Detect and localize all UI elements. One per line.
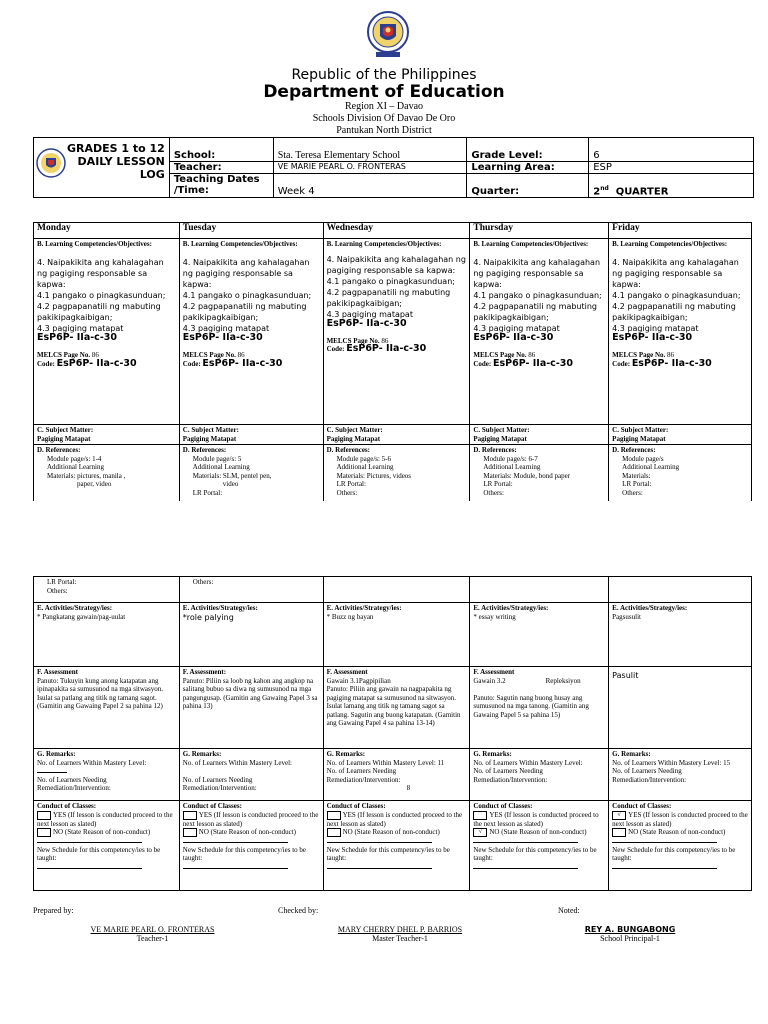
carry-cell-monday: LR Portal: Others: — [34, 577, 180, 603]
prepared-by-label: Prepared by: — [33, 906, 74, 915]
assessment-cell-friday: Pasulit — [609, 667, 752, 749]
prepared-signature: VE MARIE PEARL O. FRONTERAS Teacher-1 — [90, 925, 215, 943]
no-checkbox[interactable] — [37, 828, 51, 837]
no-checkbox[interactable] — [327, 828, 341, 837]
quarter-label: Quarter: — [467, 174, 589, 198]
teacher-value: VE MARIE PEARL O. FRONTERAS — [273, 162, 467, 174]
remarks-cell-thursday: G. Remarks: No. of Learners Within Mastery Level: No. of Learners Needing Remediation/Intervention: — [470, 749, 609, 801]
checked-signature: MARY CHERRY DHEL P. BARRIOS Master Teacher-1 — [337, 925, 463, 943]
remarks-cell-friday: G. Remarks: No. of Learners Within Mastery Level: 15 No. of Learners Needing Remediation/Intervention: — [609, 749, 752, 801]
conduct-cell-thursday: Conduct of Classes: YES (If lesson is conducted proceed to the next lesson as slated) √ NO (State Reason of non-conduct) New Schedule for this competency/ies to be taught: — [470, 801, 609, 891]
dll-info-table — [33, 137, 754, 198]
carry-cell-friday — [609, 577, 752, 603]
yes-checkbox[interactable] — [327, 811, 341, 820]
objectives-cell-monday: B. Learning Competencies/Objectives: 4. Naipakikita ang kahalagahan ng pagiging responsable sa kapwa: 4.1 pangako o pinagkasunduan; 4.2 pagpapanatili ng mabuting pakikipagkaibigan; 4.3 pagiging matapat EsP6P- IIa-c-30 MELCS Page No. 86 Code: EsP6P- IIa-c-30 — [34, 239, 180, 425]
subject-cell-thursday: C. Subject Matter: Pagiging Matapat — [470, 425, 609, 445]
deped-seal-icon — [366, 8, 410, 60]
references-cell-tuesday: D. References: Module page/s: 5 Additional Learning Materials: SLM, pentel pen, video LR Portal: — [179, 445, 323, 501]
dll-title-2: DAILY LESSON — [77, 155, 165, 168]
dll-title-3: LOG — [139, 168, 165, 181]
conduct-cell-tuesday: Conduct of Classes: YES (If lesson is conducted proceed to the next lesson as slated) NO (State Reason of non-conduct) New Schedule for this competency/ies to be taught: — [179, 801, 323, 891]
dll-main-table — [33, 222, 752, 501]
dll-title-1: GRADES 1 to 12 — [66, 142, 165, 155]
objectives-cell-tuesday: B. Learning Competencies/Objectives: 4. Naipakikita ang kahalagahan ng pagiging responsable sa kapwa: 4.1 pangako o pinagkasunduan; 4.2 pagpapanatili ng mabuting pakikipagkaibigan; 4.3 pagiging matapat EsP6P- IIa-c-30 MELCS Page No. 86 Code: EsP6P- IIa-c-30 — [179, 239, 323, 425]
carry-cell-tuesday: Others: — [179, 577, 323, 603]
conduct-cell-wednesday: Conduct of Classes: YES (If lesson is conducted proceed to the next lesson as slated) NO (State Reason of non-conduct) New Schedule for this competency/ies to be taught: — [323, 801, 470, 891]
yes-checkbox[interactable] — [37, 811, 51, 820]
deped-seal-small-icon — [36, 148, 66, 178]
remarks-cell-tuesday: G. Remarks: No. of Learners Within Mastery Level: No. of Learners Needing Remediation/Intervention: — [179, 749, 323, 801]
remarks-cell-monday: G. Remarks: No. of Learners Within Mastery Level: No. of Learners Needing Remediation/Intervention: — [34, 749, 180, 801]
activities-cell-thursday: E. Activities/Strategy/ies: * essay writing — [470, 603, 609, 667]
quarter-value: 2nd QUARTER — [589, 174, 754, 198]
no-checkbox[interactable] — [612, 828, 626, 837]
carry-cell-wednesday — [323, 577, 470, 603]
day-header-wednesday: Wednesday — [323, 223, 470, 239]
conduct-cell-friday: Conduct of Classes: √ YES (If lesson is conducted proceed to the next lesson as slated) NO (State Reason of non-conduct) New Schedule for this competency/ies to be taught: — [609, 801, 752, 891]
objectives-cell-friday: B. Learning Competencies/Objectives: 4. Naipakikita ang kahalagahan ng pagiging responsable sa kapwa: 4.1 pangako o pinagkasunduan; 4.2 pagpapanatili ng mabuting pakikipagkaibigan; 4.3 pagiging matapat EsP6P- IIa-c-30 MELCS Page No. 86 Code: EsP6P- IIa-c-30 — [609, 239, 752, 425]
dates-label: Teaching Dates /Time: — [169, 174, 273, 198]
carry-cell-thursday — [470, 577, 609, 603]
references-cell-wednesday: D. References: Module page/s: 5-6 Additional Learning Materials: Pictures, videos LR Portal: Others: — [323, 445, 470, 501]
checked-by-label: Checked by: — [278, 906, 319, 915]
day-header-tuesday: Tuesday — [179, 223, 323, 239]
yes-checkbox[interactable] — [183, 811, 197, 820]
remarks-cell-wednesday: G. Remarks: No. of Learners Within Mastery Level: 11 No. of Learners Needing Remediation/Intervention: 8 — [323, 749, 470, 801]
subject-cell-monday: C. Subject Matter: Pagiging Matapat — [34, 425, 180, 445]
department-title: Department of Education — [263, 82, 505, 102]
subject-cell-friday: C. Subject Matter: Pagiging Matapat — [609, 425, 752, 445]
area-label: Learning Area: — [467, 162, 589, 174]
grade-value: 6 — [589, 138, 754, 162]
activities-cell-wednesday: E. Activities/Strategy/ies: * Buzz ng bayan — [323, 603, 470, 667]
activities-cell-friday: E. Activities/Strategy/ies: Pagsusulit — [609, 603, 752, 667]
references-cell-friday: D. References: Module page/s Additional Learning Materials: LR Portal: Others: — [609, 445, 752, 501]
references-cell-thursday: D. References: Module page/s: 6-7 Additional Learning Materials: Module, bond paper LR Portal: Others: — [470, 445, 609, 501]
yes-checkbox[interactable] — [473, 811, 487, 820]
division-line: Schools Division Of Davao De Oro — [312, 113, 456, 124]
day-header-monday: Monday — [34, 223, 180, 239]
school-label: School: — [169, 138, 273, 162]
district-line: Pantukan North District — [336, 125, 432, 136]
school-value: Sta. Teresa Elementary School — [273, 138, 467, 162]
yes-checkbox-checked[interactable]: √ — [612, 811, 626, 820]
day-header-thursday: Thursday — [470, 223, 609, 239]
assessment-cell-tuesday: F. Assessment: Panuto: Piliin sa loob ng kahon ang angkop na salitang bubuo sa diwa ng sumusunod na mga pangungusap. (Gamitin ang Gawaing Papel 3 sa pahina 13) — [179, 667, 323, 749]
activities-cell-monday: E. Activities/Strategy/ies: * Pangkatang gawain/pag-uulat — [34, 603, 180, 667]
subject-cell-tuesday: C. Subject Matter: Pagiging Matapat — [179, 425, 323, 445]
teacher-label: Teacher: — [169, 162, 273, 174]
assessment-cell-monday: F. Assessment Panuto: Tukuyin kung anong katapatan ang ipinapakita sa sumusunod na mga sitwasyon. Isulat sa patlang ang titik ng tamang sagot. (Gamitin ang Gawaing Papel 2 sa pahina 12) — [34, 667, 180, 749]
dll-title-cell — [34, 138, 170, 198]
no-checkbox-checked[interactable]: √ — [473, 828, 487, 837]
subject-cell-wednesday: C. Subject Matter: Pagiging Matapat — [323, 425, 470, 445]
no-checkbox[interactable] — [183, 828, 197, 837]
republic-line: Republic of the Philippines — [291, 67, 477, 83]
conduct-cell-monday: Conduct of Classes: YES (If lesson is conducted proceed to the next lesson as slated) NO (State Reason of non-conduct) New Schedule for this competency/ies to be taught: — [34, 801, 180, 891]
grade-label: Grade Level: — [467, 138, 589, 162]
noted-signature: REY A. BUNGABONG School Principal-1 — [584, 925, 676, 943]
area-value: ESP — [589, 162, 754, 174]
region-line: Region XI – Davao — [344, 101, 424, 112]
dll-main-table-continued — [33, 576, 752, 891]
objectives-cell-wednesday: B. Learning Competencies/Objectives: 4. Naipakikita ang kahalagahan ng pagiging responsable sa kapwa: 4.1 pangako o pinagkasunduan; 4.2 pagpapanatili ng mabuting pakikipagkaibigan; 4.3 pagiging matapat EsP6P- IIa-c-30 MELCS Page No. 86 Code: EsP6P- IIa-c-30 — [323, 239, 470, 425]
activities-cell-tuesday: E. Activities/Strategy/ies: *role palying — [179, 603, 323, 667]
dates-value: Week 4 — [273, 174, 467, 198]
assessment-cell-thursday: F. Assessment Gawain 3.2 Repleksiyon Panuto: Sagutin nang buong husay ang sumusunod na mga tanong. (Gamitin ang Gawaing Papel 5 sa pahina 15) — [470, 667, 609, 749]
objectives-cell-thursday: B. Learning Competencies/Objectives: 4. Naipakikita ang kahalagahan ng pagiging responsable sa kapwa: 4.1 pangako o pinagkasunduan; 4.2 pagpapanatili ng mabuting pakikipagkaibigan; 4.3 pagiging matapat EsP6P- IIa-c-30 MELCS Page No. 86 Code: EsP6P- IIa-c-30 — [470, 239, 609, 425]
day-header-friday: Friday — [609, 223, 752, 239]
assessment-cell-wednesday: F. Assessment Gawain 3.1Pagpipilian Panuto: Piliin ang gawain na nagpapakita ng pagiging matapat sa sumusunod na sitwasyon. Isulat lamang ang titik ng tamang sagot sa patlang. Sagutin ang buong katapatan. (Gamitin ang Gawaing Papel 4 sa pahina 13-14) — [323, 667, 470, 749]
noted-label: Noted: — [558, 906, 580, 915]
references-cell-monday: D. References: Module page/s: 1-4 Additional Learning Materials: pictures, manila , paper, video — [34, 445, 180, 501]
